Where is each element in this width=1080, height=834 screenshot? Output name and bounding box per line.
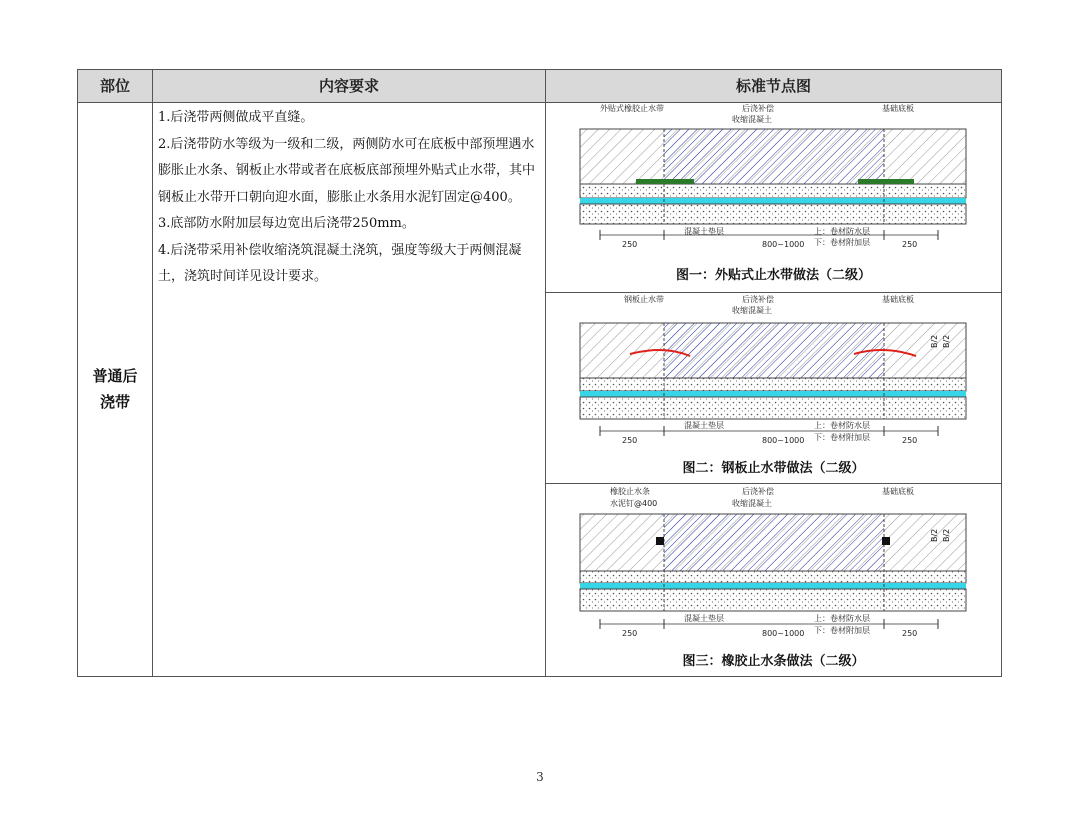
figure-3-label: 水泥钉@400	[610, 499, 658, 508]
figure-3-label: 250	[622, 629, 638, 638]
figure-3-label: 上：卷材防水层	[814, 614, 870, 623]
figure-2-label: 混凝土垫层	[684, 421, 724, 430]
figure-3-label: 收缩混凝土	[732, 499, 772, 508]
figure-3-label: B/2	[942, 528, 951, 542]
figure-1-label: 下：卷材附加层	[814, 238, 870, 247]
header-figure: 标准节点图	[735, 77, 811, 95]
column-divider	[152, 70, 153, 676]
requirement-item: 2.后浇带防水等级为一级和二级，两侧防水可在底板中部预埋遇水膨胀止水条、钢板止水带或者在底板底部预埋外贴式止水带，其中钢板止水带开口朝向迎水面，膨胀止水条用水泥钉固定@400。	[158, 136, 536, 205]
figure-2-label: 基础底板	[882, 295, 914, 304]
figure-3-label: 混凝土垫层	[684, 614, 724, 623]
requirement-item: 1.后浇带两侧做成平直缝。	[158, 110, 314, 125]
figure-2	[546, 293, 1001, 483]
figure-3	[546, 484, 1001, 676]
header-part: 部位	[99, 77, 130, 95]
requirement-item: 3.底部防水附加层每边宽出后浇带250mm。	[158, 216, 415, 231]
part-label: 普通后浇带	[92, 367, 138, 411]
figure-3-label: 后浇补偿	[742, 487, 774, 496]
figure-2-label: 后浇补偿	[742, 295, 774, 304]
figure-3-label: 250	[902, 629, 918, 638]
figure-3-label: 800~1000	[762, 629, 805, 638]
figure-3-label: 橡胶止水条	[610, 487, 650, 496]
header-content: 内容要求	[318, 77, 379, 95]
figure-1-label: 800~1000	[762, 240, 805, 249]
spec-table	[77, 69, 1002, 677]
figure-2-label: 下：卷材附加层	[814, 433, 870, 442]
figure-1-label: 基础底板	[882, 104, 914, 113]
figure-2-label: 钢板止水带	[624, 295, 664, 304]
figure-2-label: 250	[622, 436, 638, 445]
figure-3-caption: 图三：橡胶止水条做法（二级）	[682, 654, 865, 669]
figure-3-drawing	[546, 484, 1001, 676]
figure-2-label: 250	[902, 436, 918, 445]
figure-3-label: 下：卷材附加层	[814, 626, 870, 635]
requirements-cell	[158, 105, 540, 291]
figure-3-label: B/2	[930, 528, 939, 542]
requirement-item: 4.后浇带采用补偿收缩浇筑混凝土浇筑，强度等级大于两侧混凝土，浇筑时间详见设计要求。	[158, 242, 522, 284]
figure-1-label: 外贴式橡胶止水带	[600, 104, 664, 113]
figure-1-label: 250	[902, 240, 918, 249]
figure-1-label: 上：卷材防水层	[814, 227, 870, 236]
figure-3-label: 基础底板	[882, 487, 914, 496]
figure-2-label: 800~1000	[762, 436, 805, 445]
figure-2-label: 上：卷材防水层	[814, 421, 870, 430]
figure-2-label: 收缩混凝土	[732, 306, 772, 315]
figure-1-label: 混凝土垫层	[684, 227, 724, 236]
figure-2-label: B/2	[930, 334, 939, 348]
table-header	[78, 70, 1001, 103]
figure-2-drawing	[546, 293, 1001, 483]
figure-1-label: 250	[622, 240, 638, 249]
part-cell	[78, 102, 152, 676]
figure-1-caption: 图一：外贴式止水带做法（二级）	[675, 268, 871, 283]
figure-2-caption: 图二：钢板止水带做法（二级）	[682, 461, 865, 476]
figure-2-label: B/2	[942, 334, 951, 348]
figure-1	[546, 102, 1001, 292]
figure-1-label: 收缩混凝土	[732, 115, 772, 124]
page-number: 3	[536, 770, 544, 784]
figure-1-label: 后浇补偿	[742, 104, 774, 113]
